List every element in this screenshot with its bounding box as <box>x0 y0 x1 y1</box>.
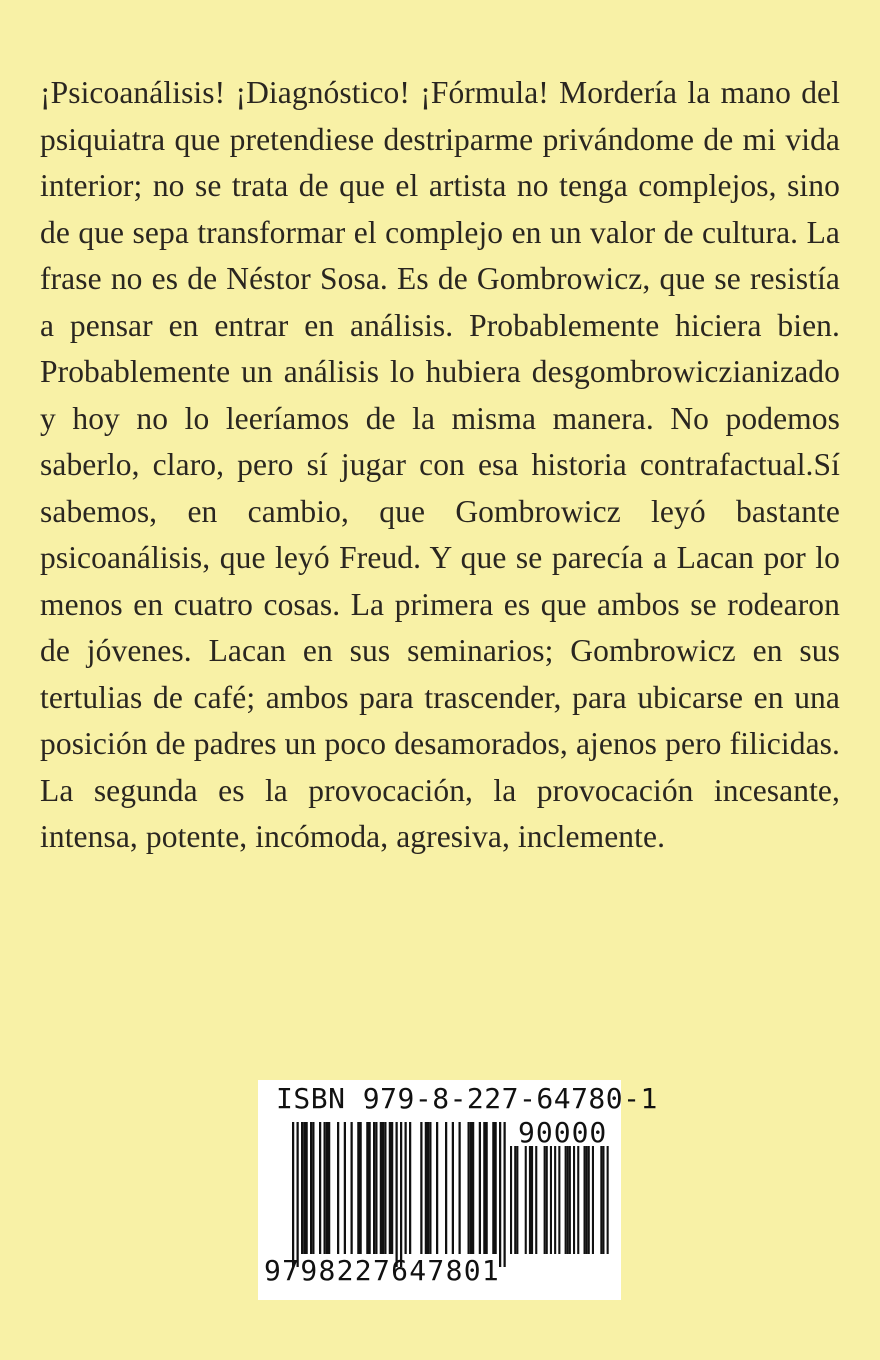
barcode-bar <box>499 1122 501 1267</box>
barcode-bar <box>525 1146 527 1254</box>
barcode-bar <box>328 1122 330 1254</box>
barcode-bar <box>366 1122 368 1254</box>
barcode-bar <box>514 1146 516 1254</box>
barcode-bar <box>573 1146 575 1254</box>
barcode-bar <box>409 1122 411 1254</box>
isbn-barcode <box>258 1080 658 1300</box>
barcode-bar <box>468 1122 470 1254</box>
barcode-bar <box>479 1122 481 1254</box>
barcode-bar <box>301 1122 303 1254</box>
barcode-bar <box>459 1122 461 1254</box>
barcode-bar <box>436 1122 438 1254</box>
barcode-bar <box>396 1122 398 1267</box>
barcode-bar <box>554 1146 556 1254</box>
barcode-bar <box>326 1122 328 1254</box>
ean-digits: 9798227647801 <box>264 1254 501 1287</box>
barcode-bar <box>483 1122 485 1254</box>
barcode-bar <box>375 1122 377 1254</box>
barcode-bar <box>391 1122 393 1254</box>
barcode-bar <box>400 1122 402 1267</box>
barcode-bar <box>357 1122 359 1254</box>
barcode-bar <box>405 1122 407 1254</box>
barcode-bar <box>389 1122 391 1254</box>
barcode-bar <box>310 1122 312 1254</box>
barcode-bar <box>369 1122 371 1254</box>
barcode-bar <box>558 1146 560 1254</box>
barcode-bar <box>531 1146 533 1254</box>
barcode-bar <box>586 1146 588 1254</box>
barcode-bar <box>510 1146 512 1254</box>
barcode-bar <box>602 1146 604 1254</box>
barcode-bar <box>504 1122 506 1267</box>
barcode-bar <box>297 1122 299 1267</box>
barcode-bar <box>588 1146 590 1254</box>
barcode-bar <box>452 1122 454 1254</box>
barcode-bar <box>427 1122 429 1254</box>
barcode-bar <box>486 1122 488 1254</box>
isbn-label: ISBN 979-8-227-64780-1 <box>276 1082 658 1115</box>
barcode-bar <box>577 1146 579 1254</box>
barcode-bar <box>470 1122 472 1254</box>
barcode-bar <box>569 1146 571 1254</box>
barcode-bar <box>337 1122 339 1254</box>
barcode-bar <box>380 1122 382 1254</box>
barcode-bar <box>344 1122 346 1254</box>
barcode-bar <box>373 1122 375 1254</box>
barcode-bar <box>351 1122 353 1254</box>
barcode-bar <box>492 1122 494 1254</box>
barcode-bar <box>600 1146 602 1254</box>
barcode-bar <box>592 1146 594 1254</box>
barcode-bar <box>292 1122 294 1267</box>
barcode-bar <box>384 1122 386 1254</box>
barcode-bar <box>529 1146 531 1254</box>
barcode-bar <box>535 1146 537 1254</box>
barcode-bar <box>516 1146 518 1254</box>
barcode-bar <box>324 1122 326 1254</box>
price-code: 90000 <box>518 1116 608 1149</box>
barcode-bar <box>565 1146 567 1254</box>
barcode-bar <box>425 1122 427 1254</box>
barcode-bar <box>607 1146 609 1254</box>
barcode-bar <box>472 1122 474 1254</box>
barcode-bar <box>567 1146 569 1254</box>
barcode-bar <box>382 1122 384 1254</box>
barcode-bar <box>303 1122 305 1254</box>
barcode-bar <box>546 1146 548 1254</box>
back-cover-blurb: ¡Psicoanálisis! ¡Diagnóstico! ¡Fórmula! Mordería la mano del psiquiatra que pretendiese destriparme privándome de mi vida interior; no se trata de que el artista no tenga complejos, sino de que sepa transformar el complejo en un valor de cultura. La frase no es de Néstor Sosa. Es de Gombrowicz, que se resistía a pensar en entrar en análisis. Probablemente hiciera bien. Probablemente un análisis lo hubiera desgombrowiczianizado y hoy no lo leeríamos de la misma manera. No podemos saberlo, claro, pero sí jugar con esa historia contrafactual.Sí sabemos, en cambio, que Gombrowicz leyó bastante psicoanálisis, que leyó Freud. Y que se parecía a Lacan por lo menos en cuatro cosas. La primera es que ambos se rodearon de jóvenes. Lacan en sus seminarios; Gombrowicz en sus tertulias de café; ambos para trascender, para ubicarse en una posición de padres un poco desamorados, ajenos pero filicidas. La segunda es la provocación, la provocación incesante, intensa, potente, incómoda, agresiva, inclemente. <box>40 75 840 854</box>
barcode-bar <box>445 1122 447 1254</box>
barcode-bar <box>420 1122 422 1254</box>
barcode-bar <box>319 1122 321 1254</box>
barcode-bar <box>312 1122 314 1254</box>
barcode-bar <box>360 1122 362 1254</box>
barcode-bar <box>584 1146 586 1254</box>
barcode-bar <box>544 1146 546 1254</box>
barcode-bar <box>306 1122 308 1254</box>
barcode-bar <box>495 1122 497 1254</box>
barcode-bar <box>429 1122 431 1254</box>
barcode-bar <box>550 1146 552 1254</box>
